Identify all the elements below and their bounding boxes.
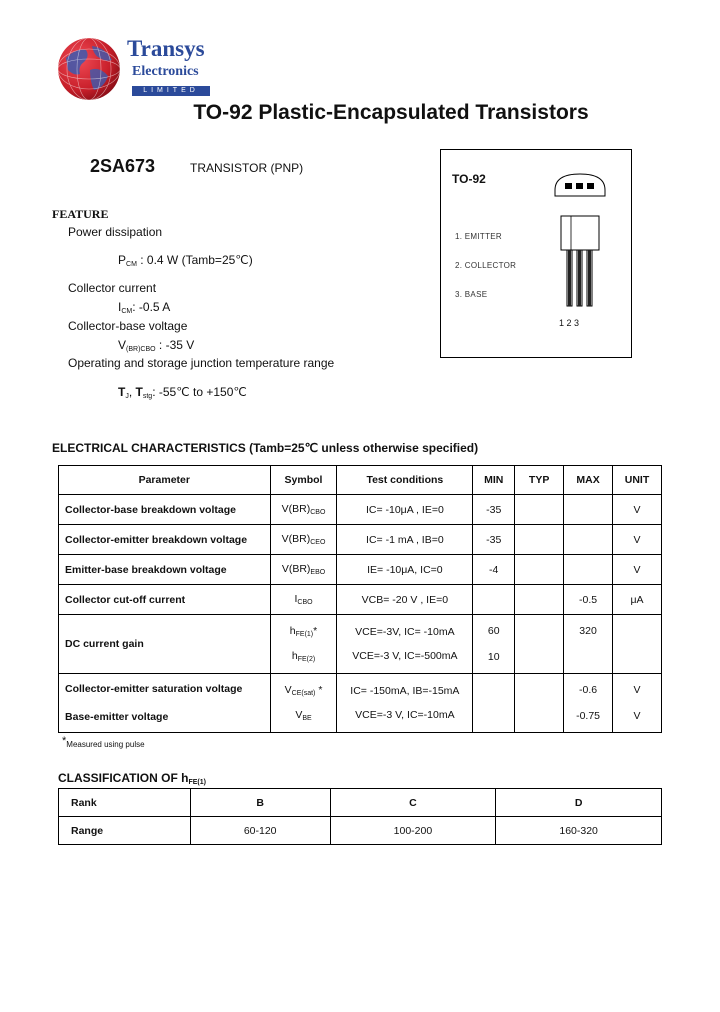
row-test-conditions: IC= -1 mA , IB=0 <box>337 525 473 555</box>
row-typ <box>515 585 564 615</box>
row-max: -0.5 <box>564 585 613 615</box>
feature-collector-base-voltage: Collector-base voltage <box>68 319 188 333</box>
electrical-characteristics-table <box>58 465 662 733</box>
company-subtitle: Electronics <box>132 64 199 79</box>
row-unit <box>613 615 662 674</box>
header-symbol: Symbol <box>270 466 337 495</box>
feature-power-dissipation: Power dissipation <box>68 225 163 239</box>
row-parameter: Collector-base breakdown voltage <box>59 495 271 525</box>
header-parameter: Parameter <box>59 466 271 495</box>
row-min: -4 <box>473 555 515 585</box>
page-title: TO-92 Plastic-Encapsulated Transistors <box>193 101 589 124</box>
rank-label: Rank <box>59 789 191 817</box>
row-min: -35 <box>473 495 515 525</box>
table-row <box>59 525 662 555</box>
rank-d: D <box>496 789 662 817</box>
to92-package-drawing <box>541 170 611 330</box>
classification-heading: CLASSIFICATION OF $h_{FE(1)}$ <box>58 771 206 786</box>
pin-label-emitter: 1. EMITTER <box>455 232 503 241</box>
header-typ: TYP <box>515 466 564 495</box>
range-d: 160-320 <box>496 817 662 845</box>
feature-collector-current: Collector current <box>68 281 157 295</box>
classification-table <box>58 788 662 845</box>
row-symbol: $V_{CE(sat)}$ * $V_{BE}$ <box>270 674 337 733</box>
row-symbol: $I_{CBO}$ <box>270 585 337 615</box>
table-row <box>59 495 662 525</box>
table-row-saturation <box>59 674 662 733</box>
row-test-conditions: IC= -10μA , IE=0 <box>337 495 473 525</box>
header-unit: UNIT <box>613 466 662 495</box>
row-typ <box>515 615 564 674</box>
row-min: -35 <box>473 525 515 555</box>
electrical-characteristics-heading: ELECTRICAL CHARACTERISTICS (Tamb=25℃ unless otherwise specified) <box>52 441 479 455</box>
row-test-conditions: VCB= -20 V , IE=0 <box>337 585 473 615</box>
range-c: 100-200 <box>330 817 496 845</box>
row-test-conditions: IC= -150mA, IB=-15mA VCE=-3 V, IC=-10mA <box>337 674 473 733</box>
row-test-conditions: VCE=-3V, IC= -10mA VCE=-3 V, IC=-500mA <box>337 615 473 674</box>
company-name: Transys <box>127 36 205 61</box>
part-description: TRANSISTOR (PNP) <box>190 161 304 175</box>
row-parameter: Collector-emitter saturation voltage Base-emitter voltage <box>59 674 271 733</box>
range-b: 60-120 <box>190 817 330 845</box>
feature-heading: FEATURE <box>52 207 109 221</box>
header-test-conditions: Test conditions <box>337 466 473 495</box>
table-row <box>59 789 662 817</box>
range-label: Range <box>59 817 191 845</box>
feature-icm: $I_{CM}$: -0.5 A <box>118 300 171 315</box>
table-row <box>59 585 662 615</box>
row-unit: V <box>613 495 662 525</box>
row-unit: V V <box>613 674 662 733</box>
pin-numbers: 1 2 3 <box>559 318 580 328</box>
rank-c: C <box>330 789 496 817</box>
feature-temperature-range: Operating and storage junction temperature range <box>68 356 335 370</box>
table-row-dc-gain <box>59 615 662 674</box>
row-min <box>473 674 515 733</box>
row-unit: V <box>613 525 662 555</box>
rank-b: B <box>190 789 330 817</box>
row-parameter: Emitter-base breakdown voltage <box>59 555 271 585</box>
row-max <box>564 525 613 555</box>
row-typ <box>515 674 564 733</box>
row-test-conditions: IE= -10μA, IC=0 <box>337 555 473 585</box>
part-number: 2SA673 <box>90 156 156 176</box>
row-unit: μA <box>613 585 662 615</box>
row-max <box>564 495 613 525</box>
header-max: MAX <box>564 466 613 495</box>
row-typ <box>515 555 564 585</box>
pin-label-collector: 2. COLLECTOR <box>455 261 517 270</box>
row-max: 320 <box>564 615 613 674</box>
pin-label-base: 3. BASE <box>455 290 488 299</box>
row-min: 60 10 <box>473 615 515 674</box>
row-max: -0.6 -0.75 <box>564 674 613 733</box>
table-row <box>59 817 662 845</box>
row-typ <box>515 525 564 555</box>
row-symbol: $V(BR)_{CBO}$ <box>270 495 337 525</box>
package-title: TO-92 <box>452 172 486 186</box>
company-logo-globe <box>56 36 122 102</box>
company-tag: LIMITED <box>132 86 210 96</box>
feature-vbr: $V_{(BR)CBO}$ : -35 V <box>118 338 195 353</box>
feature-tj-tstg: $T_J$, $T_{stg}$: -55℃ to +150℃ <box>118 385 247 400</box>
row-min <box>473 585 515 615</box>
row-symbol: $V(BR)_{CEO}$ <box>270 525 337 555</box>
table-header-row <box>59 466 662 495</box>
row-symbol: $h_{FE(1)}*$ $h_{FE(2)}$ <box>270 615 337 674</box>
row-symbol: $V(BR)_{EBO}$ <box>270 555 337 585</box>
row-max <box>564 555 613 585</box>
package-diagram-box <box>440 149 632 358</box>
header-min: MIN <box>473 466 515 495</box>
row-parameter: DC current gain <box>59 615 271 674</box>
footnote: *Measured using pulse <box>62 735 145 749</box>
feature-pcm: $P_{CM}$ : 0.4 W (Tamb=25℃) <box>118 253 253 268</box>
row-unit: V <box>613 555 662 585</box>
table-row <box>59 555 662 585</box>
row-parameter: Collector cut-off current <box>59 585 271 615</box>
row-typ <box>515 495 564 525</box>
row-parameter: Collector-emitter breakdown voltage <box>59 525 271 555</box>
